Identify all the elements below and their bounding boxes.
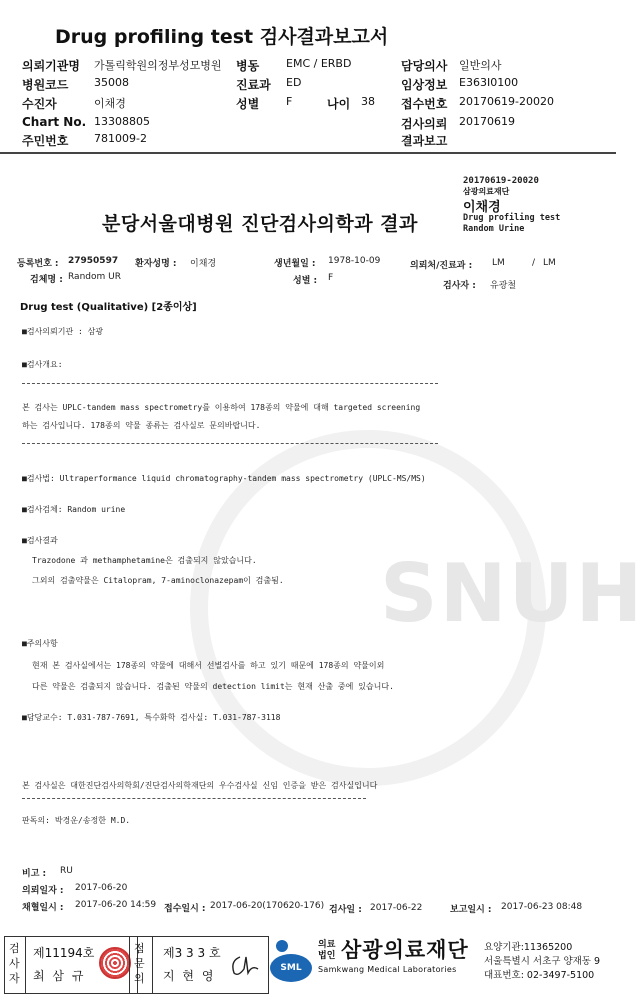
header-value: 38 xyxy=(361,95,375,108)
org-name: 삼광의료재단 xyxy=(341,938,469,962)
caution-head: ■주의사항 xyxy=(22,639,58,648)
dept-label: 의뢰처/진료과 : xyxy=(410,261,473,271)
note-value: RU xyxy=(60,866,73,876)
req-date-value: 2017-06-20 xyxy=(75,883,128,893)
specimen-line: ■검사검체: Random urine xyxy=(22,505,126,514)
dashed-rule xyxy=(22,443,438,444)
header-value: F xyxy=(286,95,293,108)
agency-line: ■검사의뢰기관 : 삼광 xyxy=(22,327,104,336)
patient-label: 환자성명 : xyxy=(135,259,177,269)
header-label: 검사의뢰 xyxy=(401,117,448,131)
patient-value: 이채경 xyxy=(190,259,217,269)
sml-logo-icon xyxy=(270,940,312,984)
specialist-license: 제3 3 3 호 xyxy=(163,946,221,960)
seal-icon xyxy=(99,947,131,979)
org-prefix: 의료법인 xyxy=(318,940,336,961)
sticker-specimen: Random Urine xyxy=(463,224,525,234)
receipt-label: 접수일시 : xyxy=(164,904,206,914)
header-label: 의뢰기관명 xyxy=(22,59,80,73)
contact-line: ■담당교수: T.031-787-7691, 특수화학 검사실: T.031-787-3118 xyxy=(22,713,281,722)
header-divider xyxy=(0,152,616,154)
address: 서울특별시 서초구 양재동 9 xyxy=(484,956,601,967)
header-label: 임상정보 xyxy=(401,78,448,92)
header-label: 병동 xyxy=(236,59,260,73)
institution-code: 요양기관:11365200 xyxy=(484,942,573,953)
header-value: 이채경 xyxy=(94,97,126,110)
overview-line-2: 하는 검사입니다. 178종의 약물 종류는 검사실로 문의바랍니다. xyxy=(22,421,261,430)
dob-value: 1978-10-09 xyxy=(328,256,381,266)
specialist-box-label: 점문의 xyxy=(134,942,145,985)
sex-label: 성별 : xyxy=(293,276,318,286)
sticker-lab: 삼광의료재단 xyxy=(463,187,510,196)
caution-line-1: 현재 본 검사실에서는 178종의 약물에 대해서 선별검사를 하고 있기 때문에 178종의 약물이외 xyxy=(32,661,385,670)
header-label: 담당의사 xyxy=(401,59,448,73)
phone: 대표번호: 02-3497-5100 xyxy=(484,970,595,981)
header-value: 781009-2 xyxy=(94,132,147,145)
specimen-label: 검체명 : xyxy=(30,275,63,285)
header-value: EMC / ERBD xyxy=(286,57,352,70)
report-title: 분당서울대병원 진단검사의학과 결과 xyxy=(102,213,418,235)
note-label: 비고 : xyxy=(22,869,47,879)
tester-name: 최 삼 규 xyxy=(33,969,86,983)
receipt-value: 2017-06-20(170620-176) xyxy=(210,901,325,911)
tester-license: 제11194호 xyxy=(33,946,95,960)
header-label: Chart No. xyxy=(22,115,87,129)
dept-value: LM xyxy=(492,258,505,268)
report-date-value: 2017-06-23 08:48 xyxy=(501,902,583,912)
dob-label: 생년월일 : xyxy=(274,259,316,269)
reg-label: 등록번호 : xyxy=(17,259,59,269)
header-label: 수진자 xyxy=(22,97,57,111)
tester-label: 검사자 : xyxy=(443,281,476,291)
signature-icon xyxy=(228,951,262,979)
test-date-label: 검사일 : xyxy=(329,905,362,915)
result-line-2: 그외의 검출약물은 Citalopram, 7-aminoclonazepam이 검출됨. xyxy=(32,576,284,585)
header-label: 결과보고 xyxy=(401,134,448,148)
box-divider xyxy=(25,937,26,993)
lab-report xyxy=(0,162,644,934)
cert-line: 본 검사실은 대한진단검사의학회/진단검사의학재단의 우수검사실 신임 인증을 받은 검사실입니다 xyxy=(22,781,378,790)
header-value: 20170619 xyxy=(459,115,515,128)
test-name: Drug test (Qualitative) [2종이상] xyxy=(20,302,197,313)
header-label: 주민번호 xyxy=(22,134,69,148)
header-label: 진료과 xyxy=(236,78,271,92)
box-divider xyxy=(152,937,153,993)
result-line-1: Trazodone 과 methamphetamine은 검출되지 않았습니다. xyxy=(32,556,257,565)
header-value: 13308805 xyxy=(94,115,150,128)
dept-sep: / xyxy=(532,258,536,268)
report-date-label: 보고일시 : xyxy=(450,905,492,915)
header-label: 나이 xyxy=(327,97,351,111)
header-value: 일반의사 xyxy=(459,59,502,72)
header-value: 35008 xyxy=(94,76,129,89)
overview-head: ■검사개요: xyxy=(22,360,63,369)
reader-line: 판독의: 박경운/송정한 M.D. xyxy=(22,816,131,825)
collect-label: 채혈일시 : xyxy=(22,903,64,913)
test-date-value: 2017-06-22 xyxy=(370,903,423,913)
method-line: ■검사법: Ultraperformance liquid chromatography-tandem mass spectrometry (UPLC-MS/MS) xyxy=(22,474,426,483)
specimen-value: Random UR xyxy=(68,272,121,282)
header-label: 접수번호 xyxy=(401,97,448,111)
dept-value-2: LM xyxy=(543,258,556,268)
dashed-rule xyxy=(22,798,366,799)
sex-value: F xyxy=(328,273,334,283)
header-value: 가톨릭학원의정부성모병원 xyxy=(94,59,222,72)
header-value: 20170619-20020 xyxy=(459,95,554,108)
watermark-text: SNUH xyxy=(380,547,644,640)
signature-box-tester xyxy=(4,936,138,994)
overview-line-1: 본 검사는 UPLC-tandem mass spectrometry를 이용하여 178종의 약물에 대해 targeted screening xyxy=(22,403,421,412)
sticker-name: 이채경 xyxy=(463,200,501,215)
logo-mark: SML xyxy=(270,954,312,982)
tester-box-label: 검사자 xyxy=(9,942,20,985)
header-label: 성별 xyxy=(236,97,260,111)
sticker-accession: 20170619-20020 xyxy=(463,176,539,186)
caution-line-2: 다른 약물은 검출되지 않습니다. 검출된 약물의 detection limit는 현재 산출 중에 있습니다. xyxy=(32,682,394,691)
reg-value: 27950597 xyxy=(68,256,119,266)
signature-box-specialist xyxy=(129,936,269,994)
req-date-label: 의뢰일자 : xyxy=(22,886,64,896)
org-english: Samkwang Medical Laboratories xyxy=(318,965,457,974)
sticker-test: Drug profiling test xyxy=(463,213,561,223)
header-value: ED xyxy=(286,76,302,89)
specialist-name: 지 현 영 xyxy=(163,969,216,983)
header-label: 병원코드 xyxy=(22,78,69,92)
page-title: Drug profiling test 검사결과보고서 xyxy=(55,26,389,48)
result-head: ■검사결과 xyxy=(22,536,58,545)
tester-value: 유광철 xyxy=(490,281,517,291)
collect-value: 2017-06-20 14:59 xyxy=(75,900,157,910)
dashed-rule xyxy=(22,383,438,384)
header-value: E363I0100 xyxy=(459,76,519,89)
